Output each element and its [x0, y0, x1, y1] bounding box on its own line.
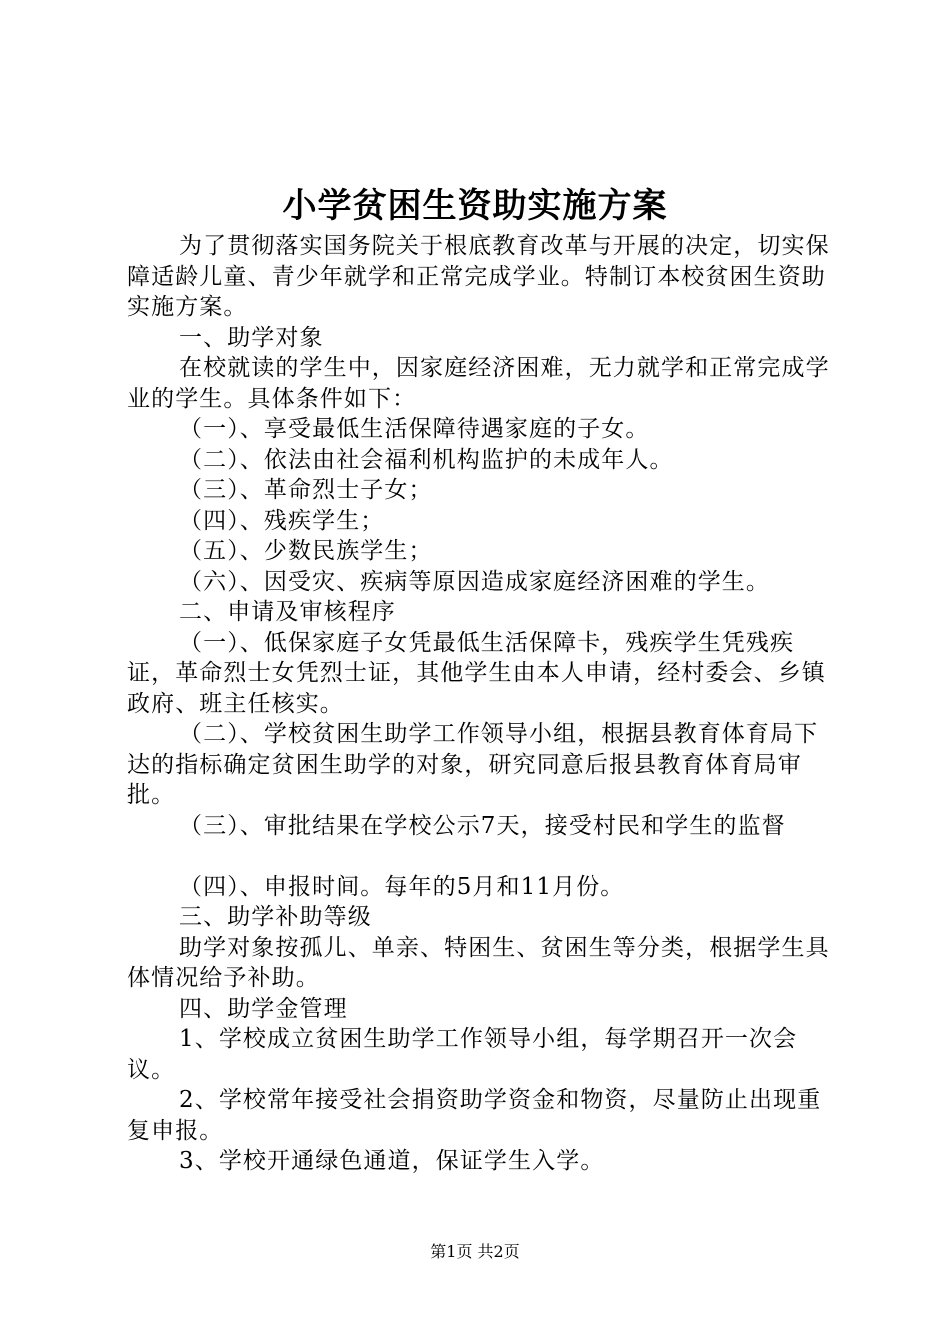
section-heading-1: 一、助学对象: [179, 324, 324, 351]
list-item: 3、学校开通绿色通道，保证学生入学。: [179, 1148, 605, 1174]
list-item: （一）、低保家庭子女凭最低生活保障卡，残疾学生凭残疾证，革命烈士女凭烈士证，其他学生由本人申请，经村委会、乡镇政府、班主任核实。: [127, 629, 826, 717]
list-item: （三）、革命烈士子女；: [179, 477, 433, 503]
list-item: （四）、申报时间。每年的5月和11月份。: [179, 873, 625, 900]
page-indicator: 第1页 共2页: [430, 1242, 520, 1261]
list-item: （四）、残疾学生；: [179, 507, 385, 534]
list-item: （二）、依法由社会福利机构监护的未成年人。: [179, 446, 674, 473]
body-paragraph: 在校就读的学生中，因家庭经济困难，无力就学和正常完成学业的学生。具体条件如下：: [127, 355, 830, 412]
section-heading-2: 二、申请及审核程序: [179, 599, 396, 625]
document-body: [127, 231, 839, 1177]
list-item: （二）、学校贫困生助学工作领导小组，根据县教育体育局下达的指标确定贫困生助学的对象，研究同意后报县教育体育局审批。: [127, 721, 819, 808]
list-item: 2、学校常年接受社会捐资助学资金和物资，尽量防止出现重复申报。: [127, 1087, 822, 1144]
list-item: 1、学校成立贫困生助学工作领导小组，每学期召开一次会议。: [127, 1026, 798, 1083]
document-title: 小学贫困生资助实施方案: [282, 186, 668, 226]
list-item: （三）、审批结果在学校公示7天，接受村民和学生的监督: [179, 812, 786, 839]
list-item: （六）、因受灾、疾病等原因造成家庭经济困难的学生。: [179, 568, 770, 595]
body-paragraph: 助学对象按孤儿、单亲、特困生、贫困生等分类，根据学生具体情况给予补助。: [127, 934, 830, 991]
blank-line: [127, 841, 839, 872]
section-heading-3: 三、助学补助等级: [179, 904, 372, 930]
list-item: （一）、享受最低生活保障待遇家庭的子女。: [179, 416, 650, 442]
list-item: （五）、少数民族学生；: [179, 538, 433, 564]
section-heading-4: 四、助学金管理: [179, 995, 348, 1022]
intro-paragraph: 为了贯彻落实国务院关于根底教育改革与开展的决定，切实保障适龄儿童、青少年就学和正常完成学业。特制订本校贫困生资助实施方案。: [127, 233, 830, 320]
